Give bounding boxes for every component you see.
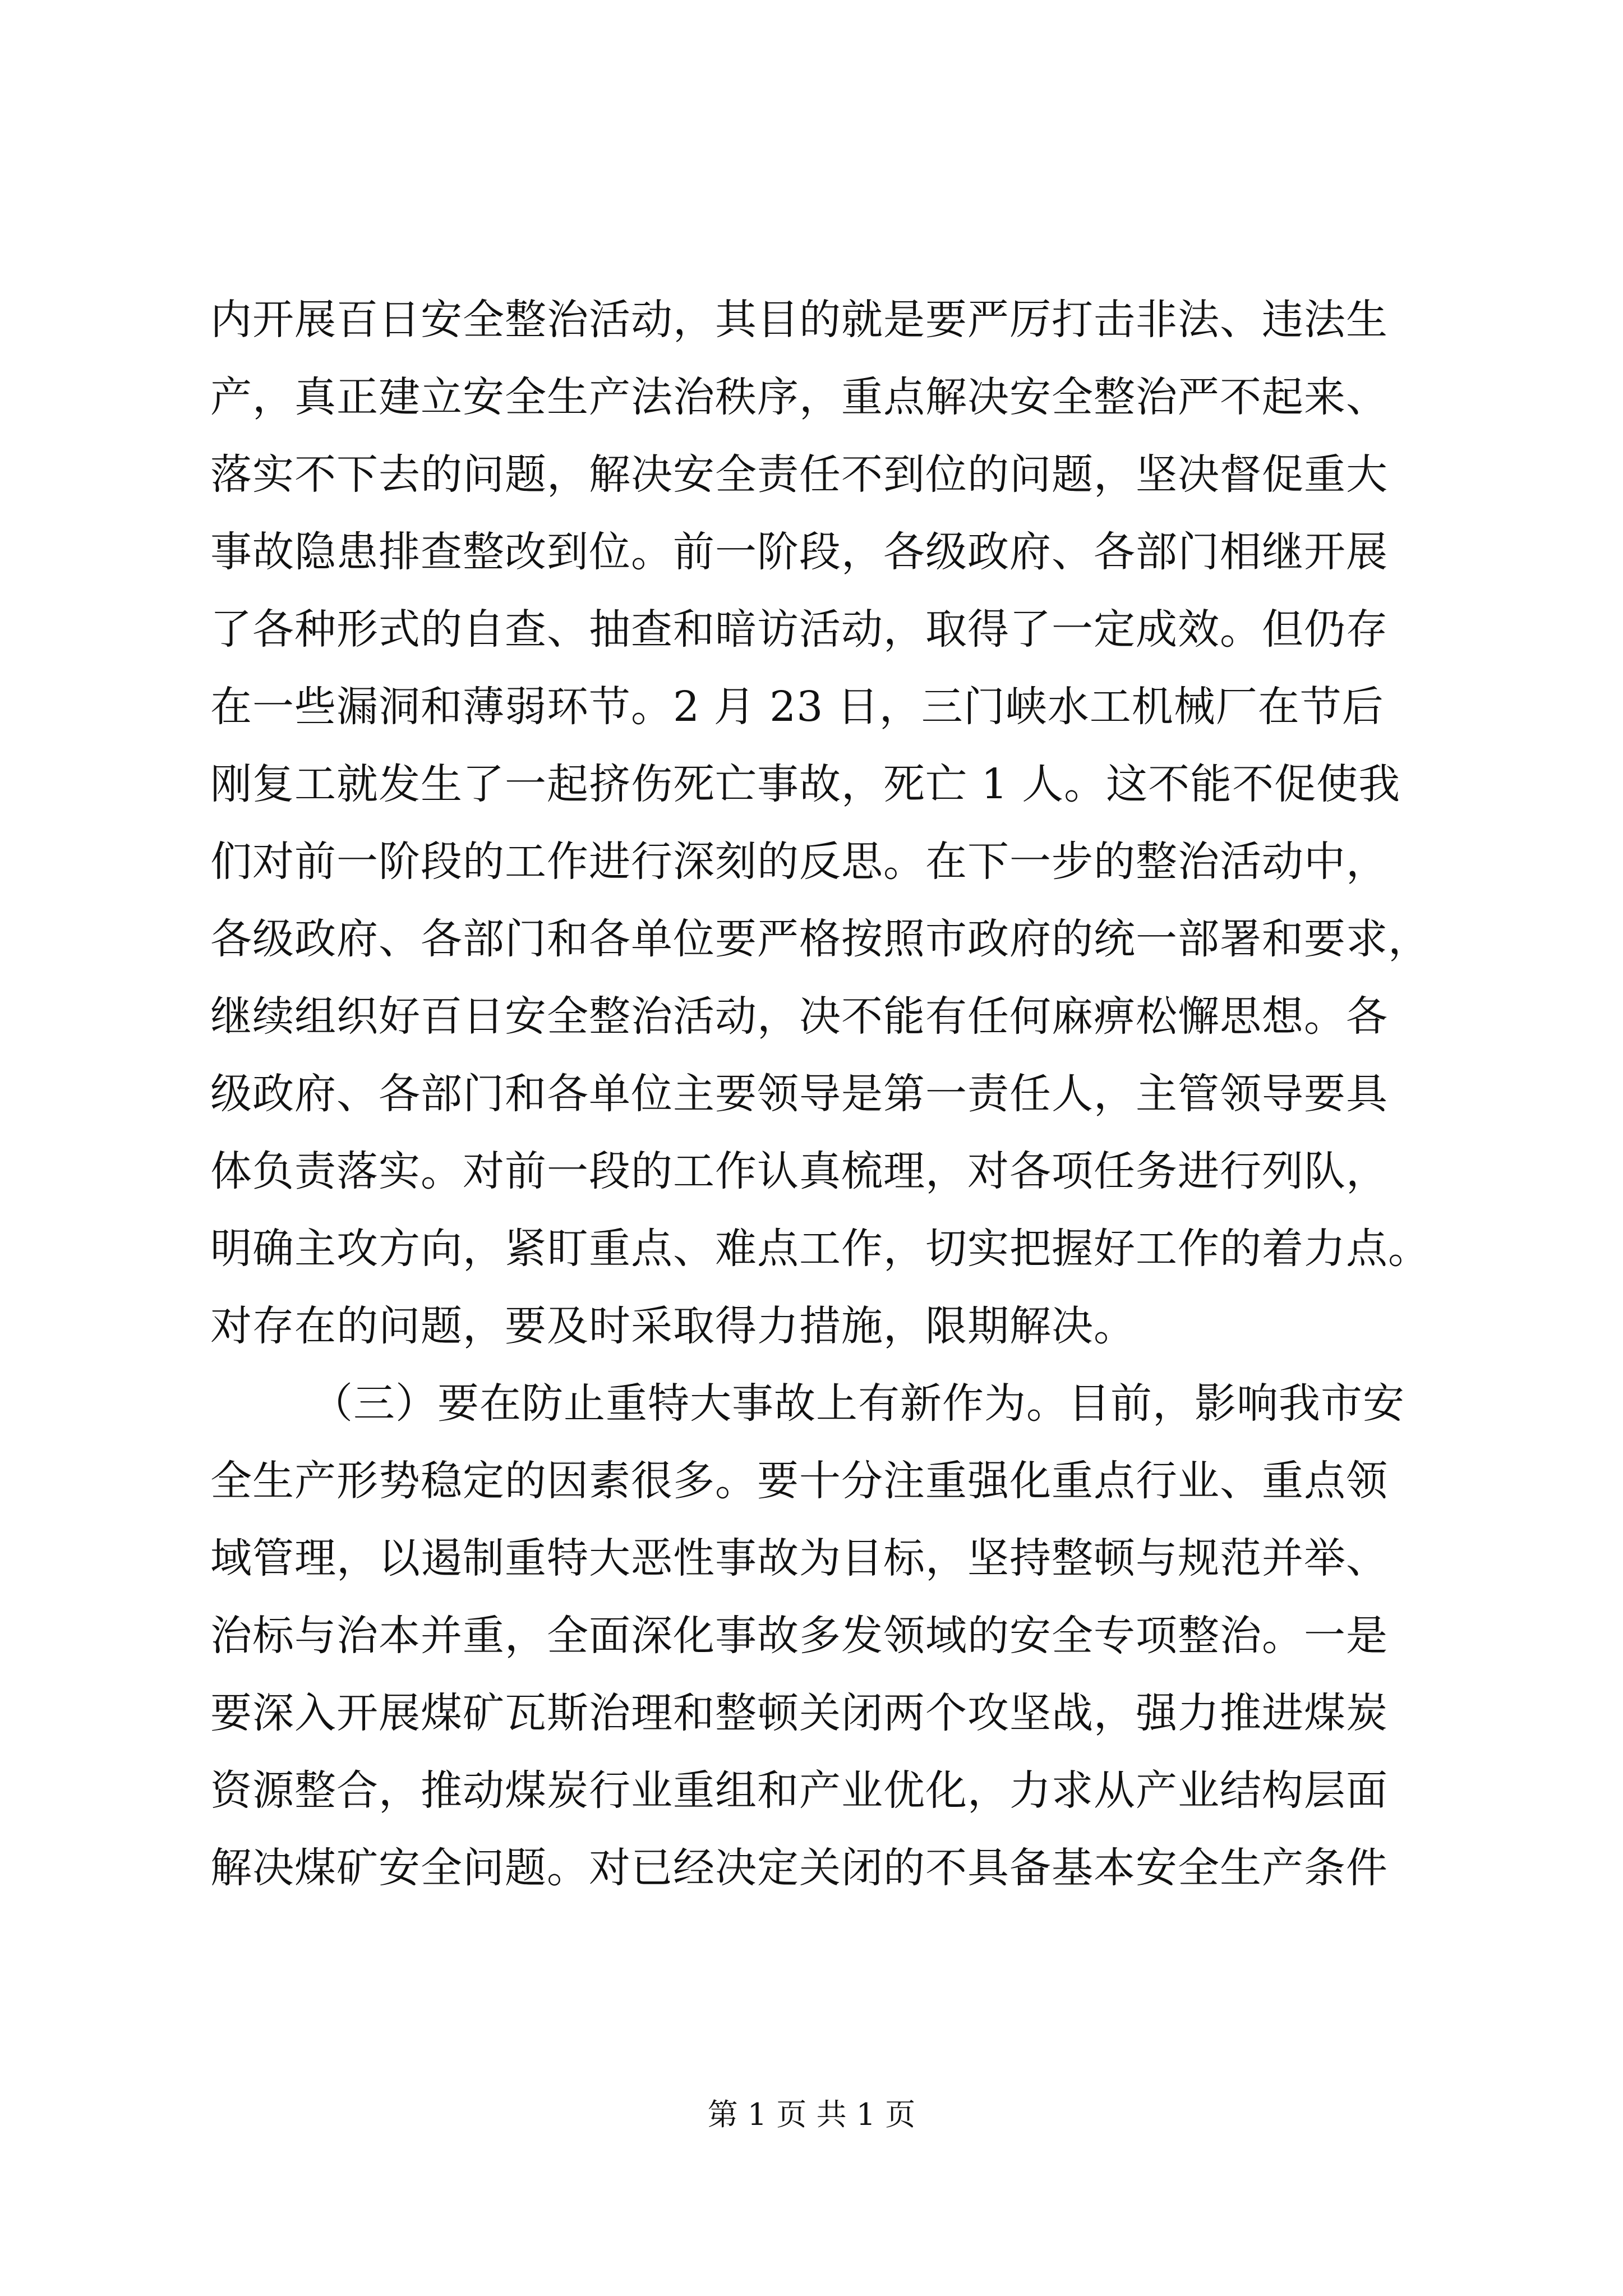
text-line: 各级政府、各部门和各单位要严格按照市政府的统一部署和要求， (210, 915, 1430, 963)
text-line: 对存在的问题，要及时采取得力措施，限期解决。 (210, 1302, 1136, 1350)
text-line: 要深入开展煤矿瓦斯治理和整顿关闭两个攻坚战，强力推进煤炭 (210, 1689, 1388, 1737)
text-line: 事故隐患排查整改到位。前一阶段，各级政府、各部门相继开展 (210, 528, 1388, 576)
text-line: 在一些漏洞和薄弱环节。2 月 23 日，三门峡水工机械厂在节后 (210, 683, 1384, 731)
page-number-footer: 第 1 页 共 1 页 (707, 2097, 916, 2132)
text-line: 落实不下去的问题，解决安全责任不到位的问题，坚决督促重大 (210, 450, 1388, 499)
text-line: 们对前一阶段的工作进行深刻的反思。在下一步的整治活动中， (210, 838, 1388, 886)
text-line: 了各种形式的自查、抽查和暗访活动，取得了一定成效。但仍存 (210, 605, 1388, 654)
text-line: 产，真正建立安全生产法治秩序，重点解决安全整治严不起来、 (210, 373, 1388, 421)
text-line: 治标与治本并重，全面深化事故多发领域的安全专项整治。一是 (210, 1612, 1388, 1660)
text-line: 全生产形势稳定的因素很多。要十分注重强化重点行业、重点领 (210, 1457, 1388, 1505)
text-line: 明确主攻方向，紧盯重点、难点工作，切实把握好工作的着力点。 (210, 1225, 1430, 1273)
text-line: 级政府、各部门和各单位主要领导是第一责任人，主管领导要具 (210, 1070, 1388, 1118)
text-line: 体负责落实。对前一段的工作认真梳理，对各项任务进行列队， (210, 1147, 1388, 1195)
text-line: 内开展百日安全整治活动，其目的就是要严厉打击非法、违法生 (210, 296, 1388, 344)
text-line: 资源整合，推动煤炭行业重组和产业优化，力求从产业结构层面 (210, 1766, 1388, 1815)
text-line: 解决煤矿安全问题。对已经决定关闭的不具备基本安全生产条件 (210, 1844, 1388, 1892)
paragraph-start-line: （三）要在防止重特大事故上有新作为。目前，影响我市安 (311, 1379, 1405, 1428)
text-line: 继续组织好百日安全整治活动，决不能有任何麻痹松懈思想。各 (210, 992, 1388, 1041)
text-line: 刚复工就发生了一起挤伤死亡事故，死亡 1 人。这不能不促使我 (210, 760, 1401, 808)
text-line: 域管理，以遏制重特大恶性事故为目标，坚持整顿与规范并举、 (210, 1534, 1388, 1582)
